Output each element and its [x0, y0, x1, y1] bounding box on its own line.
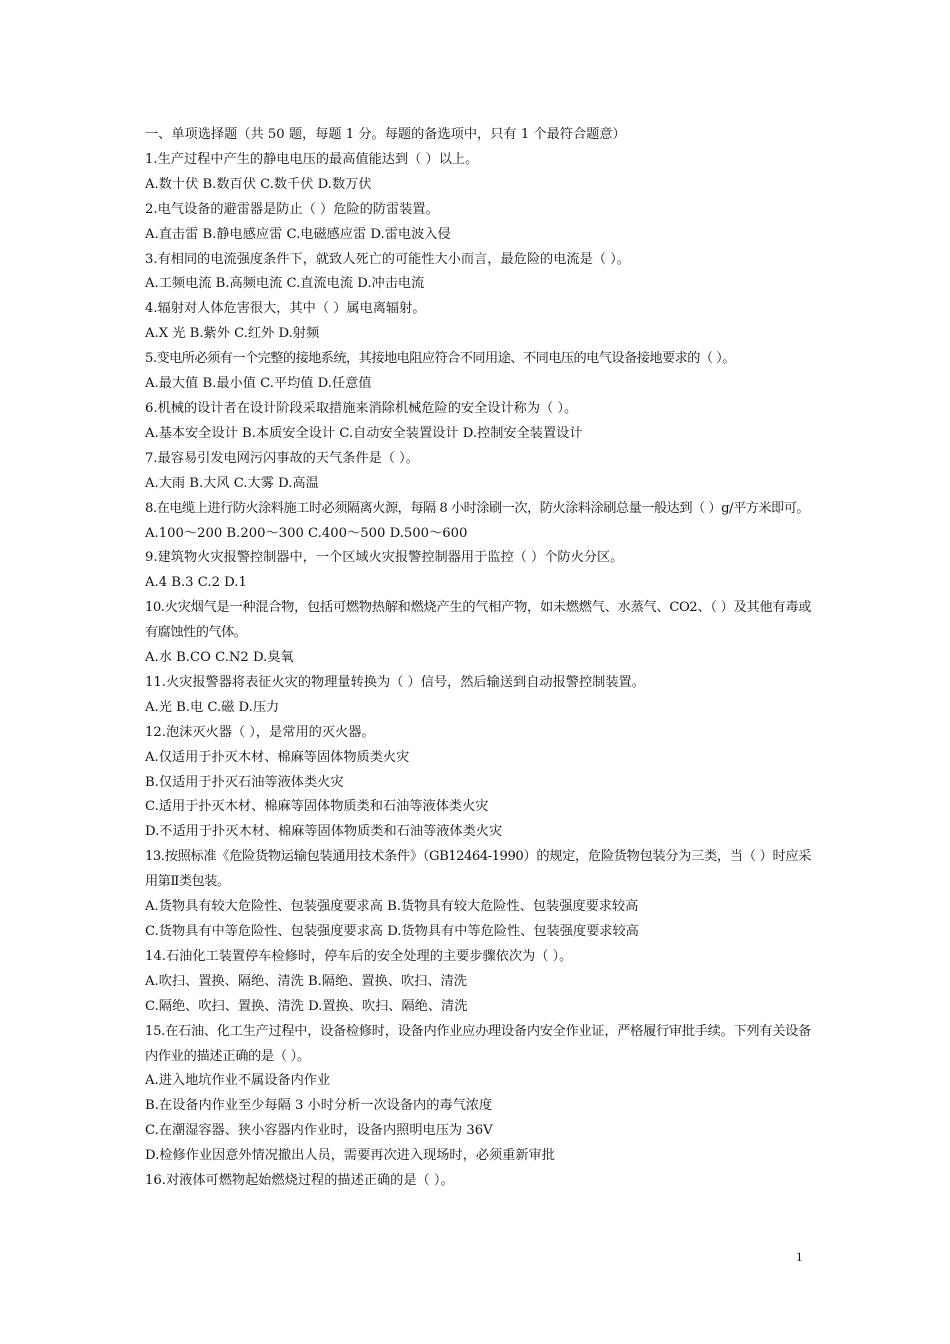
- question-9-options: A.4 B.3 C.2 D.1: [145, 575, 247, 591]
- question-7: 7.最容易引发电网污闪事故的天气条件是（ ）。: [145, 450, 419, 466]
- page-number: 1: [796, 1249, 803, 1264]
- question-3: 3.有相同的电流强度条件下，就致人死亡的可能性大小而言，最危险的电流是（ ）。: [145, 251, 630, 267]
- question-15-option-d: D.检修作业因意外情况撤出人员，需要再次进入现场时，必须重新审批: [145, 1148, 555, 1164]
- question-14: 14.石油化工装置停车检修时，停车后的安全处理的主要步骤依次为（ ）。: [145, 948, 573, 964]
- question-12-option-c: C.适用于扑灭木材、棉麻等固体物质类和石油等液体类火灾: [145, 799, 489, 815]
- question-1: 1.生产过程中产生的静电电压的最高值能达到（ ）以上。: [145, 151, 479, 167]
- question-4-options: A.X 光 B.紫外 C.红外 D.射频: [145, 326, 320, 342]
- question-10-options: A.水 B.CO C.N2 D.臭氧: [145, 650, 294, 666]
- question-6: 6.机械的设计者在设计阶段采取措施来消除机械危险的安全设计称为（ ）。: [145, 400, 578, 416]
- question-6-options: A.基本安全设计 B.本质安全设计 C.自动安全装置设计 D.控制安全装置设计: [145, 425, 583, 441]
- question-13: 13.按照标准《危险货物运输包装通用技术条件》（GB12464-1990）的规定，危险货物包装分为三类，当（ ）时应采用第Ⅱ类包装。: [145, 849, 811, 890]
- question-12-option-b: B.仅适用于扑灭石油等液体类火灾: [145, 774, 344, 790]
- question-13-options-ab: A.货物具有较大危险性、包装强度要求高 B.货物具有较大危险性、包装强度要求较高: [145, 899, 639, 915]
- document-body: [145, 123, 811, 1194]
- question-13-options-cd: C.货物具有中等危险性、包装强度要求高 D.货物具有中等危险性、包装强度要求较高: [145, 924, 639, 939]
- question-14-options-ab: A.吹扫、置换、隔绝、清洗 B.隔绝、置换、吹扫、清洗: [145, 973, 467, 989]
- question-15-option-a: A.进入地坑作业不属设备内作业: [145, 1073, 331, 1089]
- question-12-option-d: D.不适用于扑灭木材、棉麻等固体物质类和石油等液体类火灾: [145, 824, 503, 840]
- question-16: 16.对液体可燃物起始燃烧过程的描述正确的是（ ）。: [145, 1173, 454, 1189]
- question-9: 9.建筑物火灾报警控制器中，一个区域火灾报警控制器用于监控（ ）个防火分区。: [145, 550, 624, 566]
- question-15-option-c: C.在潮湿容器、狭小容器内作业时，设备内照明电压为 36V: [145, 1123, 493, 1139]
- question-2: 2.电气设备的避雷器是防止（ ）危险的防雷装置。: [145, 201, 439, 217]
- question-4: 4.辐射对人体危害很大，其中（ ）属电离辐射。: [145, 301, 426, 317]
- question-5-options: A.最大值 B.最小值 C.平均值 D.任意值: [145, 376, 372, 392]
- question-5: 5.变电所必须有一个完整的接地系统，其接地电阻应符合不同用途、不同电压的电气设备接地要求的（ ）。: [145, 351, 735, 367]
- question-15-option-b: B.在设备内作业至少每隔 3 小时分析一次设备内的毒气浓度: [145, 1098, 493, 1114]
- question-2-options: A.直击雷 B.静电感应雷 C.电磁感应雷 D.雷电波入侵: [145, 226, 451, 242]
- question-10: 10.火灾烟气是一种混合物，包括可燃物热解和燃烧产生的气相产物，如未燃燃气、水蒸气、CO2、（ ）及其他有毒或有腐蚀性的气体。: [145, 600, 811, 641]
- question-12-option-a: A.仅适用于扑灭木材、棉麻等固体物质类火灾: [145, 749, 410, 765]
- question-15: 15.在石油、化工生产过程中，设备检修时，设备内作业应办理设备内安全作业证，严格履行审批手续。下列有关设备内作业的描述正确的是（ ）。: [145, 1023, 811, 1064]
- question-14-options-cd: C.隔绝、吹扫、置换、清洗 D.置换、吹扫、隔绝、清洗: [145, 998, 468, 1014]
- section-heading: 一、单项选择题（共 50 题，每题 1 分。每题的备选项中，只有 1 个最符合题意）: [145, 127, 626, 142]
- question-11-options: A.光 B.电 C.磁 D.压力: [145, 699, 280, 715]
- question-8-options: A.100～200 B.200～300 C.400～500 D.500～600: [145, 525, 468, 541]
- question-11: 11.火灾报警器将表征火灾的物理量转换为（ ）信号，然后输送到自动报警控制装置。: [145, 674, 645, 690]
- question-8: 8.在电缆上进行防火涂料施工时必须隔离火源，每隔 8 小时涂刷一次，防火涂料涂刷总量一般达到（ ）g/平方米即可。: [145, 500, 810, 516]
- question-1-options: A.数十伏 B.数百伏 C.数千伏 D.数万伏: [145, 176, 372, 192]
- question-7-options: A.大雨 B.大风 C.大雾 D.高温: [145, 475, 319, 491]
- question-3-options: A.工频电流 B.高频电流 C.直流电流 D.冲击电流: [145, 276, 425, 292]
- question-12: 12.泡沫灭火器（ ），是常用的灭火器。: [145, 724, 375, 740]
